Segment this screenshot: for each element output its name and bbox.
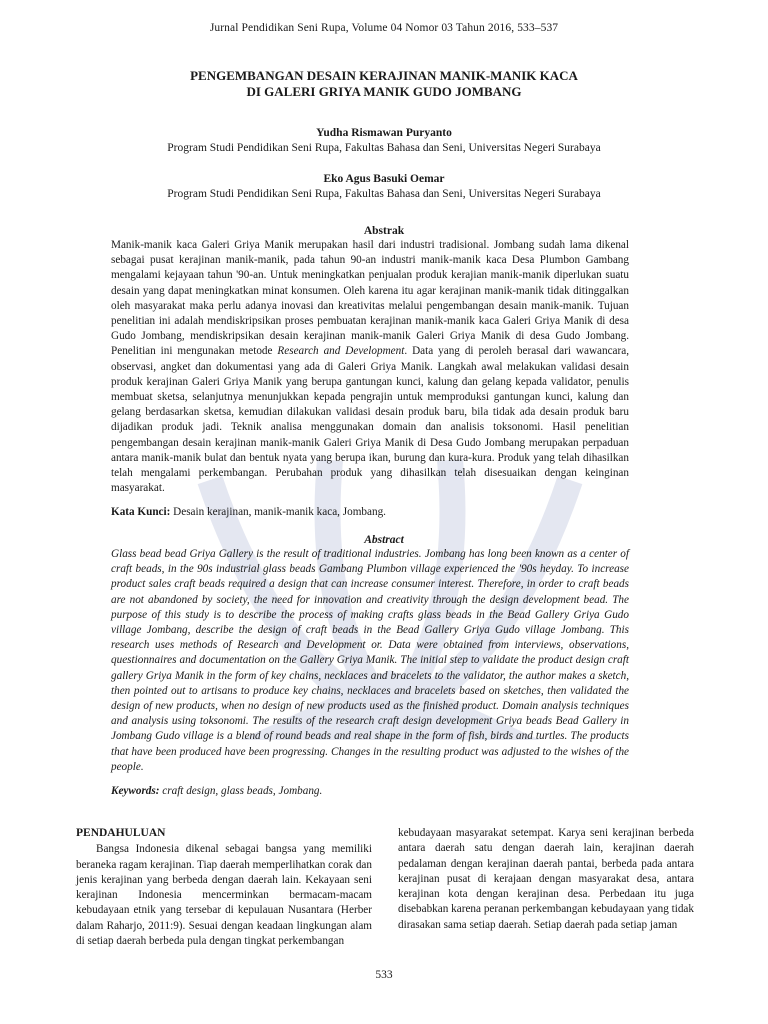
keywords-label: Keywords:: [111, 785, 160, 797]
body-column-left: [76, 826, 372, 949]
kata-kunci-label: Kata Kunci:: [111, 506, 171, 518]
author-2-affiliation: Program Studi Pendidikan Seni Rupa, Fakultas Bahasa dan Seni, Universitas Negeri Surabaya: [167, 188, 601, 200]
abstrak-text-method: Research and Development: [277, 345, 405, 358]
paper-title-line-2: DI GALERI GRIYA MANIK GUDO JOMBANG: [246, 84, 522, 99]
abstract-heading: Abstract: [364, 534, 404, 546]
pendahuluan-paragraph-right: kebudayaan masyarakat setempat. Karya seni kerajinan berbeda antara daerah satu dengan daerah lain, kerajinan daerah pedalaman dengan kerajinan daerah pantai, berbeda pada antara kerajinan pusat di kerajaan dengan masyarakat desa, antara kerajinan kota dengan kerajinan desa. Perbedaan itu juga disebabkan karena peranan perkembangan kebudayaan yang tidak dirasakan sama setiap daerah. Setiap daerah pada setiap jaman: [398, 827, 694, 931]
author-1-name: Yudha Rismawan Puryanto: [316, 127, 452, 139]
paper-title: [60, 68, 708, 100]
paper-title-line-1: PENGEMBANGAN DESAIN KERAJINAN MANIK-MANIK KACA: [190, 68, 578, 83]
author-1: [0, 126, 768, 156]
keywords-text: craft design, glass beads, Jombang.: [159, 785, 323, 797]
author-2: [0, 172, 768, 202]
pendahuluan-paragraph-left: Bangsa Indonesia dikenal sebagai bangsa yang memiliki beraneka ragam kerajinan. Tiap daerah memperlihatkan corak dan jenis kerajinan yang berbeda dengan daerah lain. Kekayaan seni kerajinan Indonesia mencerminkan bermacam-macam kebudayaan etnik yang tersebar di kepulauan Nusantara (Herber dalam Raharjo, 2011:9). Sesuai dengan keadaan lingkungan alam di setiap daerah berbeda pula dengan tingkat perkembangan: [76, 843, 372, 948]
pendahuluan-heading: PENDAHULUAN: [76, 827, 166, 839]
abstrak-heading: Abstrak: [363, 225, 405, 237]
keywords: [111, 784, 629, 799]
abstrak-text-part-2: . Data yang di peroleh berasal dari wawancara, observasi, angket dan dokumentasi yang ada di Galeri Griya Manik. Langkah awal melakukan validasi desain produk kerajinan Galeri Griya Manik yang berupa gantungan kunci, kalung dan gelang kepada validator, penulis membuat sketsa, selanjutnya menunjukkan kepada pengrajin untuk memproduksi gantungan kunci, kalung dan gelang berdasarkan sketsa, kemudian dilakukan validasi desain produk baru, bila tidak ada desain produk baru dijadikan produk jadi. Teknik analisa menggunakan domain dan analisis toksonomi. Hasil penelitian pengembangan desain kerajinan manik-manik Galeri Griya Manik di Desa Gudo Jombang merupakan perpaduan antara manik-manik bulat dan bentuk nyata yang berupa ikan, burung dan kura-kura. Produk yang telah dihasilkan telah mengalami perkembangan. Perubahan produk yang dihasilkan telah disesuaikan dengan keinginan masyarakat.: [111, 345, 630, 495]
abstract-body: Glass bead bead Griya Gallery is the result of traditional industries. Jombang has long been known as a center of craft beads, in the 90s industrial glass beads Gambang Plumbon village experienced the '90s heyday. To increase product sales craft beads required a design that can increase consumer interest. Therefore, in order to craft beads are not abandoned by society, the need for innovation and creativity through the design development bead. The purpose of this study is to describe the process of making crafts glass beads in the Bead Gallery Griya Gudo village Jombang, describe the design of craft beads in the Bead Gallery Griya Gudo village Jombang. This research uses methods of Research and Development or. Data were obtained from interviews, observations, questionnaires and documentation on the Gallery Griya Manik. The initial step to validate the product design craft gallery Griya Manik in the form of key chains, necklaces and bracelets to the validator, the author makes a sketch, then pointed out to artisans to produce key chains, necklaces and bracelets based on sketches, then validated the design of new products, when no design of new products used as the finished product. Domain analysis techniques and analysis using toksonomi. The results of the research craft design development Griya beads Bead Gallery in Jombang Gudo village is a blend of round beads and real shape in the form of fish, birds and turtles. The products that have been produced have been progressing. Changes in the resulting product was adjusted to the wishes of the people.: [111, 548, 629, 773]
abstrak-text-part-1: Manik-manik kaca Galeri Griya Manik merupakan hasil dari industri tradisional. Jombang sudah lama dikenal sebagai pusat kerajinan manik-manik, pada tahun 90-an industri manik-manik kaca Desa Plumbon Gambang mengalami kejayaan tahun '90-an. Untuk meningkatkan penjualan produk kerajian manik-manik diperlukan suatu desain yang dapat meningkatkan minat konsumen. Oleh karena itu agar kerajinan manik-manik tidak ditinggalkan oleh masyarakat maka perlu adanya inovasi dan kreativitas melalui pengembangan desain manik-manik. Tujuan penelitian ini adalah mendiskripsikan proses pembuatan kerajinan manik-manik kaca Galeri Griya Manik di desa Gudo Jombang, mendiskripsikan desain kerajinan manik-manik Galeri Griya Manik di desa Gudo Jombang. Penelitian ini mengunakan metode: [111, 239, 629, 358]
kata-kunci-text: Desain kerajinan, manik-manik kaca, Jombang.: [170, 506, 386, 518]
body-column-right: [398, 826, 694, 933]
author-2-name: Eko Agus Basuki Oemar: [323, 173, 445, 185]
author-1-affiliation: Program Studi Pendidikan Seni Rupa, Fakultas Bahasa dan Seni, Universitas Negeri Surabaya: [167, 142, 601, 154]
page-number: 533: [375, 969, 393, 981]
running-head: Jurnal Pendidikan Seni Rupa, Volume 04 Nomor 03 Tahun 2016, 533–537: [209, 22, 559, 34]
kata-kunci: [111, 505, 629, 520]
abstrak-body: [111, 238, 629, 496]
